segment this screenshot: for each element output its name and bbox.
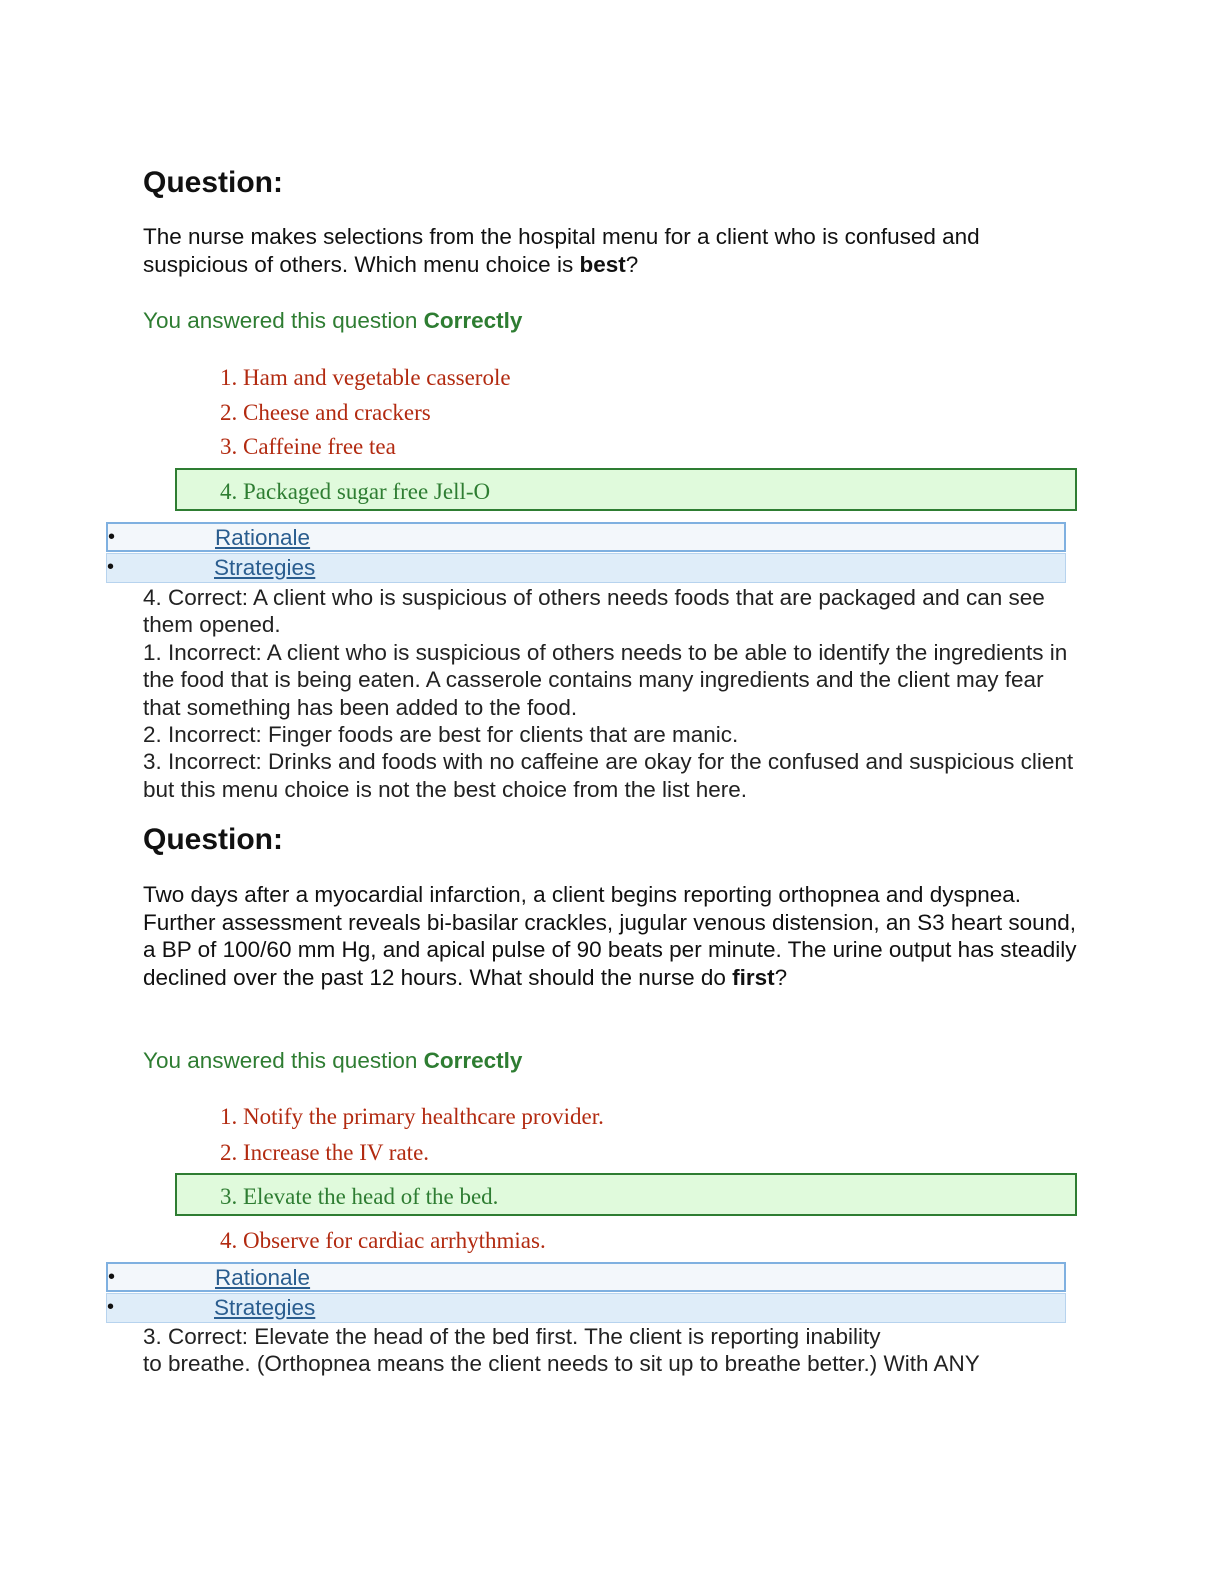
rationale-line: to breathe. (Orthopnea means the client needs to sit up to breathe better.) With ANY: [143, 1351, 980, 1377]
rationale-content: [143, 584, 1078, 803]
answer-status-prefix: You answered this question: [143, 308, 424, 333]
answer-option[interactable]: 1. Ham and vegetable casserole: [220, 365, 511, 390]
question-text-emphasis: first: [732, 964, 775, 990]
answer-option-correct[interactable]: 3. Elevate the head of the bed.: [220, 1184, 499, 1209]
question-text-emphasis: best: [579, 251, 626, 277]
rationale-line: 4. Correct: A client who is suspicious of others needs foods that are packaged and can see them opened.: [143, 585, 1045, 638]
answer-status-prefix: You answered this question: [143, 1048, 424, 1073]
question-text: [143, 881, 1083, 991]
rationale-content: [143, 1323, 1078, 1378]
answer-option[interactable]: 2. Increase the IV rate.: [220, 1140, 430, 1165]
strategies-tab[interactable]: [106, 553, 1066, 583]
rationale-link[interactable]: Rationale: [215, 525, 311, 550]
answer-status: [143, 308, 522, 334]
strategies-link[interactable]: Strategies: [214, 555, 316, 580]
answer-option-correct[interactable]: 4. Packaged sugar free Jell-O: [220, 479, 491, 504]
answer-option[interactable]: 4. Observe for cardiac arrhythmias.: [220, 1228, 546, 1253]
correct-answer-highlight[interactable]: [175, 468, 1077, 511]
strategies-tab[interactable]: [106, 1293, 1066, 1323]
rationale-link[interactable]: Rationale: [215, 1265, 311, 1290]
rationale-line: 3. Incorrect: Drinks and foods with no caffeine are okay for the confused and suspicious client but this menu choice is not the best choice from the list here.: [143, 749, 1074, 802]
rationale-tab[interactable]: [106, 1262, 1066, 1292]
question-text-end: ?: [625, 251, 639, 277]
bullet-icon: •: [107, 1296, 115, 1318]
rationale-line: 2. Incorrect: Finger foods are best for clients that are manic.: [143, 722, 739, 748]
rationale-line: 1. Incorrect: A client who is suspicious of others needs to be able to identify the ingredients in the food that is being eaten. A casserole contains many ingredients and the client may fear that something has been added to the food.: [143, 639, 1068, 720]
question-text-end: ?: [774, 964, 788, 990]
bullet-icon: •: [108, 1266, 116, 1288]
answer-status: [143, 1048, 522, 1074]
answer-option[interactable]: 1. Notify the primary healthcare provider.: [220, 1104, 604, 1129]
answer-status-result: Correctly: [423, 308, 523, 333]
strategies-link[interactable]: Strategies: [214, 1295, 316, 1320]
question-text-main: Two days after a myocardial infarction, a client begins reporting orthopnea and dyspnea. Further assessment reveals bi-basilar crackles, jugular venous distension, an S3 heart sound, a BP of 100/60 mm Hg, and apical pulse of 90 beats per minute. The urine output has steadily declined over the past 12 hours. What should the nurse do: [143, 882, 1077, 990]
answer-option[interactable]: 3. Caffeine free tea: [220, 434, 396, 459]
bullet-icon: •: [108, 526, 116, 548]
bullet-icon: •: [107, 556, 115, 578]
answer-status-result: Correctly: [423, 1048, 523, 1073]
rationale-tab[interactable]: [106, 522, 1066, 552]
answer-option[interactable]: 2. Cheese and crackers: [220, 400, 431, 425]
correct-answer-highlight[interactable]: [175, 1173, 1077, 1216]
question-heading: Question:: [143, 823, 283, 856]
rationale-line: 3. Correct: Elevate the head of the bed first. The client is reporting inability: [143, 1324, 881, 1349]
question-heading: Question:: [143, 166, 283, 199]
question-text: [143, 223, 1083, 278]
question-text-main: The nurse makes selections from the hospital menu for a client who is confused and suspicious of others. Which menu choice is: [143, 224, 980, 277]
